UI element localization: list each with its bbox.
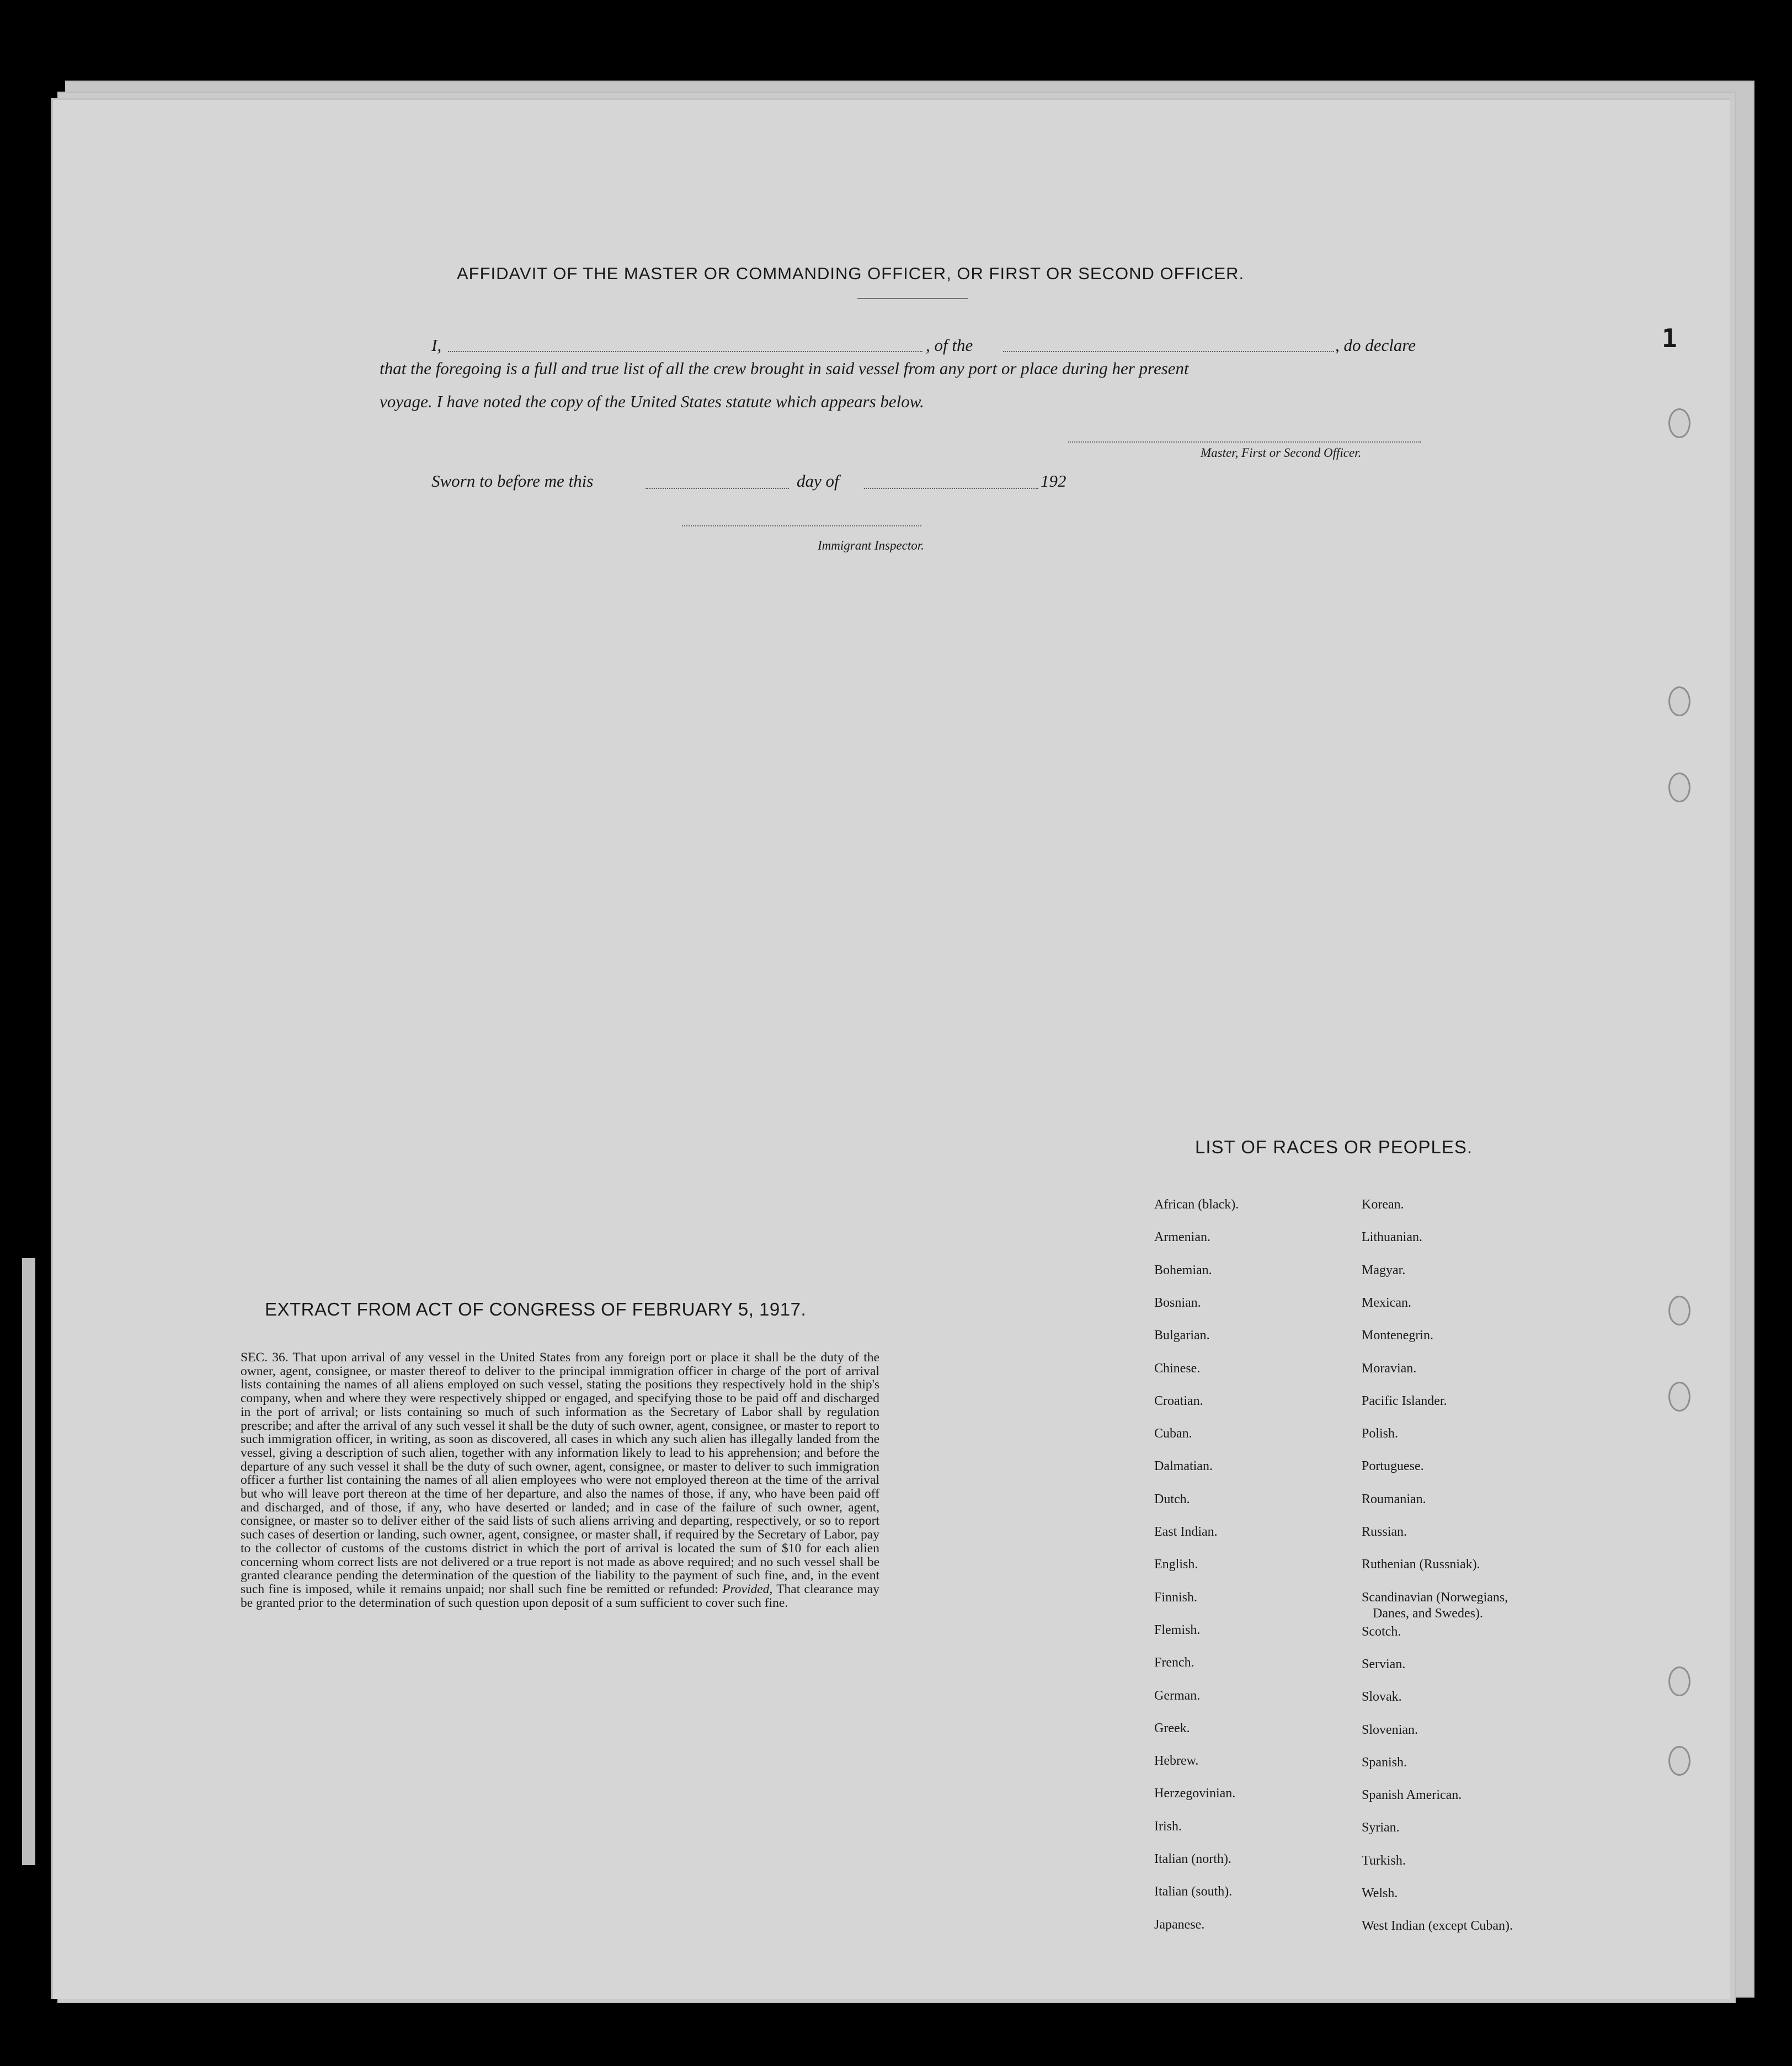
race-item: Flemish.: [1154, 1622, 1201, 1637]
race-item: Herzegovinian.: [1154, 1786, 1236, 1801]
race-item: Italian (north).: [1154, 1852, 1231, 1866]
race-item: Russian.: [1362, 1525, 1407, 1539]
race-item: Croatian.: [1154, 1393, 1203, 1408]
race-item: Korean.: [1362, 1197, 1404, 1212]
race-item: Cuban.: [1154, 1426, 1192, 1441]
extract-text-part-2: That clearance may be granted prior to the determination of such question upon deposit of a sum sufficient to cover such fine.: [241, 1582, 879, 1610]
race-item: Finnish.: [1154, 1590, 1198, 1605]
punch-hole-icon: [1668, 1746, 1690, 1776]
sworn-text: Sworn to before me this: [431, 471, 594, 491]
race-item: Danes, and Swedes).: [1373, 1606, 1483, 1621]
punch-hole-icon: [1668, 1296, 1690, 1325]
sworn-year: 192: [1041, 471, 1066, 491]
sworn-month-blank: [864, 488, 1038, 489]
punch-hole-icon: [1668, 408, 1690, 438]
race-item: Roumanian.: [1362, 1492, 1426, 1506]
extract-title: EXTRACT FROM ACT OF CONGRESS OF FEBRUARY 5, 1917.: [265, 1299, 807, 1319]
race-item: Polish.: [1362, 1426, 1399, 1441]
race-item: Scandinavian (Norwegians,: [1362, 1590, 1508, 1605]
race-item: Welsh.: [1362, 1886, 1398, 1900]
race-item: Slovenian.: [1362, 1722, 1418, 1737]
race-item: Slovak.: [1362, 1690, 1402, 1705]
name-blank: [448, 351, 922, 352]
race-item: Montenegrin.: [1362, 1328, 1433, 1343]
race-item: Lithuanian.: [1362, 1230, 1422, 1245]
sworn-day-blank: [646, 488, 789, 489]
sworn-day-of: day of: [797, 471, 839, 491]
extract-body: [241, 1351, 879, 1610]
punch-hole-icon: [1668, 686, 1690, 716]
punch-hole-icon: [1668, 1666, 1690, 1696]
race-item: Bulgarian.: [1154, 1328, 1210, 1343]
punch-hole-icon: [1668, 773, 1690, 802]
race-item: Armenian.: [1154, 1230, 1210, 1245]
declaration-of-the: , of the: [926, 336, 973, 355]
extract-text-part-1: SEC. 36. That upon arrival of any vessel in the United States from any foreign port or place it shall be the duty of the owner, agent, consignee, or master thereof to deliver to the principal immigration officer in charge of the port of arrival lists containing the names of all aliens employed on such vessel, stating the positions they respectively hold in the ship's company, when and where they were respectively shipped or engaged, and specifying those to be paid off and discharged in the port of arrival; or lists containing so much of such information as the Secretary of Labor shall by regulation prescribe; and after the arrival of any such vessel it shall be the duty of such owner, agent, consignee, or master to report to such immigration officer, in writing, as soon as discovered, all cases in which any such alien has illegally landed from the vessel, giving a description of such alien, together with any information likely to lead to his apprehension; and before the departure of any such vessel it shall be the duty of such owner, agent, consignee, or master to deliver to such immigration officer a further list containing the names of all alien employees who were not employed thereon at the time of the arrival but who will leave port thereon at the time of her departure, and also the names of those, if any, who have been paid off and discharged, and of those, if any, who have deserted or landed; and in case of the failure of such owner, agent, consignee, or master so to deliver either of the said lists of such aliens arriving and departing, respectively, or so to report such cases of desertion or landing, such owner, agent, consignee, or master shall, if required by the Secretary of Labor, pay to the collector of customs of the customs district in which the port of arrival is located the sum of $10 for each alien concerning whom correct lists are not delivered or a true report is not made as above required; and no such vessel shall be granted clearance pending the determination of the question of the liability to the payment of such fine, and, in the event such fine is imposed, while it remains unpaid; nor shall such fine be remitted or refunded:: [241, 1350, 879, 1596]
signature-label: Master, First or Second Officer.: [1201, 446, 1362, 460]
declaration-do-declare: , do declare: [1335, 336, 1416, 355]
race-item: Syrian.: [1362, 1820, 1400, 1835]
race-item: Spanish American.: [1362, 1788, 1462, 1803]
race-item: Portuguese.: [1362, 1459, 1424, 1474]
race-item: Servian.: [1362, 1657, 1406, 1671]
race-item: Dutch.: [1154, 1492, 1190, 1506]
race-item: Mexican.: [1362, 1295, 1411, 1310]
race-item: Japanese.: [1154, 1917, 1205, 1932]
race-item: Pacific Islander.: [1362, 1393, 1447, 1408]
page-edge-strip: [22, 1258, 35, 1865]
race-item: Ruthenian (Russniak).: [1362, 1557, 1480, 1572]
race-item: Dalmatian.: [1154, 1459, 1213, 1474]
affidavit-title: AFFIDAVIT OF THE MASTER OR COMMANDING OFFICER, OR FIRST OR SECOND OFFICER.: [457, 264, 1245, 283]
race-item: Turkish.: [1362, 1853, 1406, 1868]
race-item: Magyar.: [1362, 1263, 1406, 1277]
race-item: Greek.: [1154, 1721, 1190, 1735]
punch-hole-icon: [1668, 1382, 1690, 1412]
inspector-label: Immigrant Inspector.: [818, 539, 924, 552]
page-number: 1: [1662, 323, 1677, 353]
signature-line: [1068, 441, 1421, 443]
race-item: French.: [1154, 1655, 1194, 1670]
race-item: African (black).: [1154, 1197, 1239, 1212]
race-item: Bohemian.: [1154, 1263, 1212, 1277]
race-item: Scotch.: [1362, 1624, 1401, 1639]
race-item: Moravian.: [1362, 1361, 1417, 1376]
race-item: East Indian.: [1154, 1525, 1218, 1539]
race-item: Bosnian.: [1154, 1295, 1201, 1310]
race-item: West Indian (except Cuban).: [1362, 1919, 1513, 1934]
document-page: [51, 98, 1730, 1999]
race-item: Spanish.: [1362, 1755, 1407, 1770]
races-title: LIST OF RACES OR PEOPLES.: [1195, 1137, 1473, 1157]
race-item: Chinese.: [1154, 1361, 1201, 1376]
race-item: English.: [1154, 1557, 1198, 1572]
declaration-line-2: that the foregoing is a full and true list of all the crew brought in said vessel from any port or place during her present: [380, 359, 1189, 378]
declaration-i: I,: [431, 336, 442, 355]
race-item: Hebrew.: [1154, 1754, 1199, 1769]
race-item: Italian (south).: [1154, 1884, 1233, 1899]
inspector-signature-line: [682, 525, 921, 526]
declaration-line-3: voyage. I have noted the copy of the United States statute which appears below.: [380, 392, 924, 411]
vessel-blank: [1003, 351, 1334, 352]
race-item: German.: [1154, 1688, 1201, 1703]
divider: [857, 298, 968, 299]
race-item: Irish.: [1154, 1819, 1182, 1834]
extract-provided: Provided,: [722, 1582, 773, 1596]
